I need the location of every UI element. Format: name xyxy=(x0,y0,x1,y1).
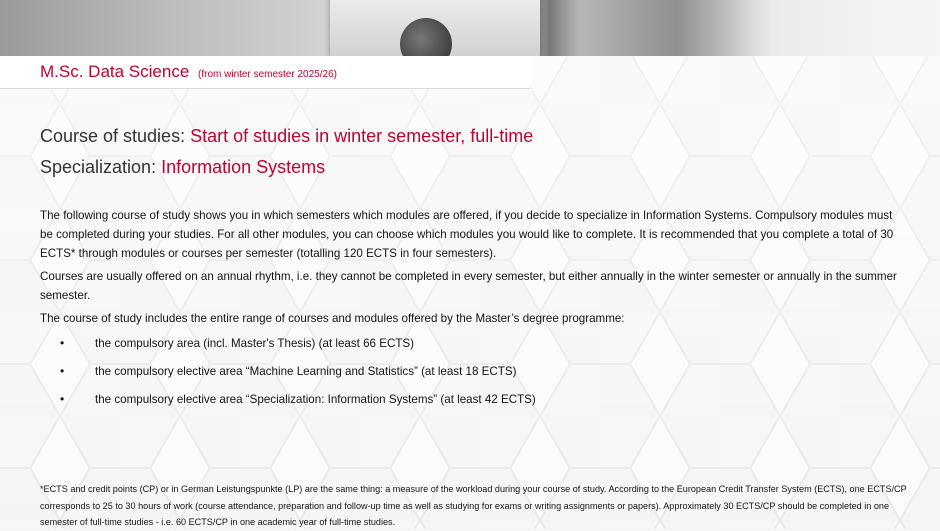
specialization-heading xyxy=(40,157,902,178)
area-text: the compulsory area (incl. Master's Thesis) (at least 66 ECTS) xyxy=(95,337,415,350)
program-title xyxy=(40,62,337,82)
description xyxy=(40,206,902,328)
areas-list xyxy=(40,334,902,409)
device-knob xyxy=(400,18,452,56)
bullet-icon: • xyxy=(60,336,65,350)
rhythm-paragraph: Courses are usually offered on an annual rhythm, i.e. they cannot be completed in every semester, but either annually in the winter semester or annually in the summer semester. xyxy=(40,270,897,302)
course-of-studies-value: Start of studies in winter semester, full-time xyxy=(190,126,534,146)
course-of-studies-label: Course of studies: xyxy=(40,126,186,146)
header-photo xyxy=(0,0,940,56)
bullet-icon: • xyxy=(60,392,65,406)
bullet-icon: • xyxy=(60,364,65,378)
specialization-value: Information Systems xyxy=(161,157,326,177)
intro-paragraph: The following course of study shows you in which semesters which modules are offered, if you decide to specialize in Information Systems. Compulsory modules must be completed during your studies. For all other modules, you can choose which modules you would like to complete. It is recommended that you complete a total of 30 ECTS* through modules or courses per semester (totalling 120 ECTS in four semesters). xyxy=(40,209,894,260)
list-item xyxy=(40,334,902,353)
course-of-studies-heading xyxy=(40,126,902,147)
specialization-label: Specialization: xyxy=(40,157,157,177)
area-text: the compulsory elective area “Machine Learning and Statistics” (at least 18 ECTS) xyxy=(95,365,517,378)
photo-fade xyxy=(720,0,940,56)
ects-footnote: *ECTS and credit points (CP) or in German Leistungspunkte (LP) are the same thing: a measure of the workload during your course of study. According to the European Credit Transfer System (ECTS), one ECTS/CP corresponds to 25 to 30 hours of work (course attendance, preparation and follow-up time as well as studying for exams or writing assignments or papers). Approximately 30 ECTS/CP should be completed in one semester of full-time studies - i.e. 60 ECTS/CP in one academic year of full-time studies. xyxy=(40,484,907,527)
list-item xyxy=(40,390,902,409)
area-text: the compulsory elective area “Specialization: Information Systems” (at least 42 ECTS) xyxy=(95,393,536,406)
list-item xyxy=(40,362,902,381)
main-content xyxy=(40,126,902,418)
program-title-note: (from winter semester 2025/26) xyxy=(198,69,337,80)
program-title-band xyxy=(0,56,530,89)
device-image xyxy=(330,0,540,56)
range-paragraph: The course of study includes the entire range of courses and modules offered by the Master’s degree programme: xyxy=(40,312,625,325)
program-title-text: M.Sc. Data Science xyxy=(40,62,190,81)
